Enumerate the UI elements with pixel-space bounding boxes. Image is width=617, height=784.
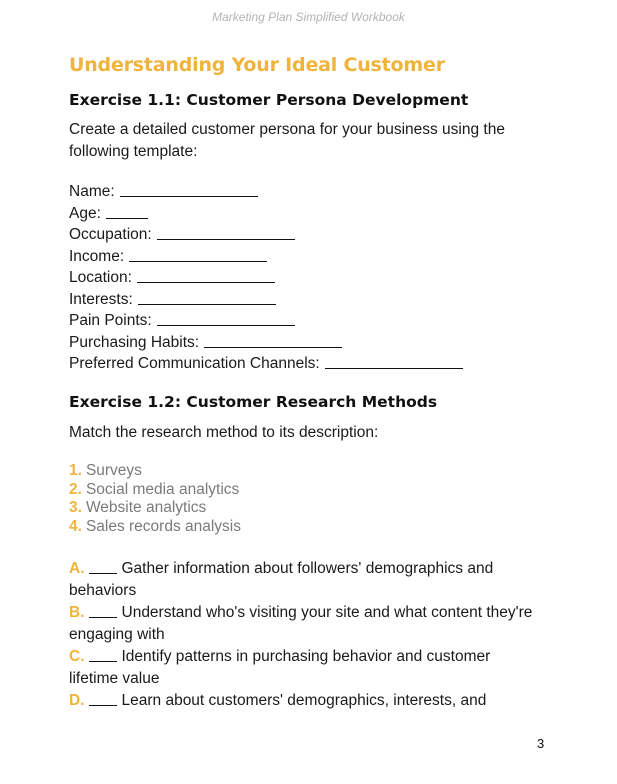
- field-label: Name:: [69, 183, 115, 200]
- blank-line: [106, 217, 148, 219]
- item-number: 3.: [69, 499, 82, 516]
- exercise-1-intro: Create a detailed customer persona for your business using the following template:: [69, 121, 505, 160]
- field-label: Interests:: [69, 290, 133, 308]
- field-label: Occupation:: [69, 226, 152, 243]
- field-label: Purchasing Habits:: [69, 333, 200, 351]
- field-label: Preferred Communication Channels:: [69, 355, 320, 372]
- field-label: Age:: [69, 204, 101, 222]
- item-text: Social media analytics: [85, 480, 240, 498]
- list-item: [69, 499, 241, 518]
- match-item: [69, 690, 539, 712]
- page-number: 3: [537, 736, 545, 751]
- answer-blank: [89, 616, 117, 618]
- blank-line: [129, 260, 267, 262]
- item-text: Website analytics: [85, 499, 207, 516]
- list-item: [69, 481, 241, 500]
- match-item: [69, 646, 539, 690]
- match-letter: A.: [69, 560, 85, 577]
- match-text: Gather information about followers' demographics and behaviors: [69, 560, 494, 599]
- field-label: Pain Points:: [69, 312, 152, 329]
- match-item: [69, 602, 539, 646]
- field-name: [69, 181, 463, 203]
- blank-line: [204, 346, 342, 348]
- item-number: 2.: [69, 480, 82, 498]
- exercise-1-heading: Exercise 1.1: Customer Persona Development: [69, 91, 469, 109]
- field-income: [69, 246, 463, 268]
- answer-blank: [89, 704, 117, 706]
- blank-line: [325, 367, 463, 369]
- match-text: Understand who's visiting your site and what content they're engaging with: [69, 604, 533, 643]
- item-text: Sales records analysis: [85, 517, 242, 535]
- match-text: Identify patterns in purchasing behavior and customer lifetime value: [69, 648, 491, 687]
- field-occupation: [69, 224, 463, 246]
- field-age: [69, 203, 463, 225]
- field-interests: [69, 289, 463, 311]
- match-text: Learn about customers' demographics, interests, and: [121, 692, 487, 709]
- running-header: Marketing Plan Simplified Workbook: [212, 10, 405, 24]
- match-letter: D.: [69, 692, 85, 709]
- persona-template: [69, 181, 463, 375]
- exercise-2-heading: Exercise 1.2: Customer Research Methods: [69, 393, 438, 411]
- blank-line: [138, 303, 276, 305]
- blank-line: [157, 238, 295, 240]
- field-label: Location:: [69, 269, 132, 286]
- item-number: 1.: [69, 462, 82, 479]
- answer-blank: [89, 660, 117, 662]
- match-letter: C.: [69, 648, 85, 665]
- field-label: Income:: [69, 247, 125, 265]
- field-communication-channels: [69, 353, 463, 375]
- item-number: 4.: [69, 517, 82, 535]
- blank-line: [137, 281, 275, 283]
- match-letter: B.: [69, 604, 85, 621]
- item-text: Surveys: [85, 462, 142, 479]
- exercise-2-intro: Match the research method to its description:: [69, 424, 379, 441]
- description-matches-list: [69, 558, 539, 712]
- answer-blank: [89, 572, 117, 574]
- list-item: [69, 518, 241, 537]
- blank-line: [120, 195, 258, 197]
- section-title: Understanding Your Ideal Customer: [69, 54, 445, 76]
- field-pain-points: [69, 310, 463, 332]
- match-item: [69, 558, 539, 602]
- blank-line: [157, 324, 295, 326]
- research-methods-list: [69, 462, 241, 536]
- field-purchasing-habits: [69, 332, 463, 354]
- field-location: [69, 267, 463, 289]
- list-item: [69, 462, 241, 481]
